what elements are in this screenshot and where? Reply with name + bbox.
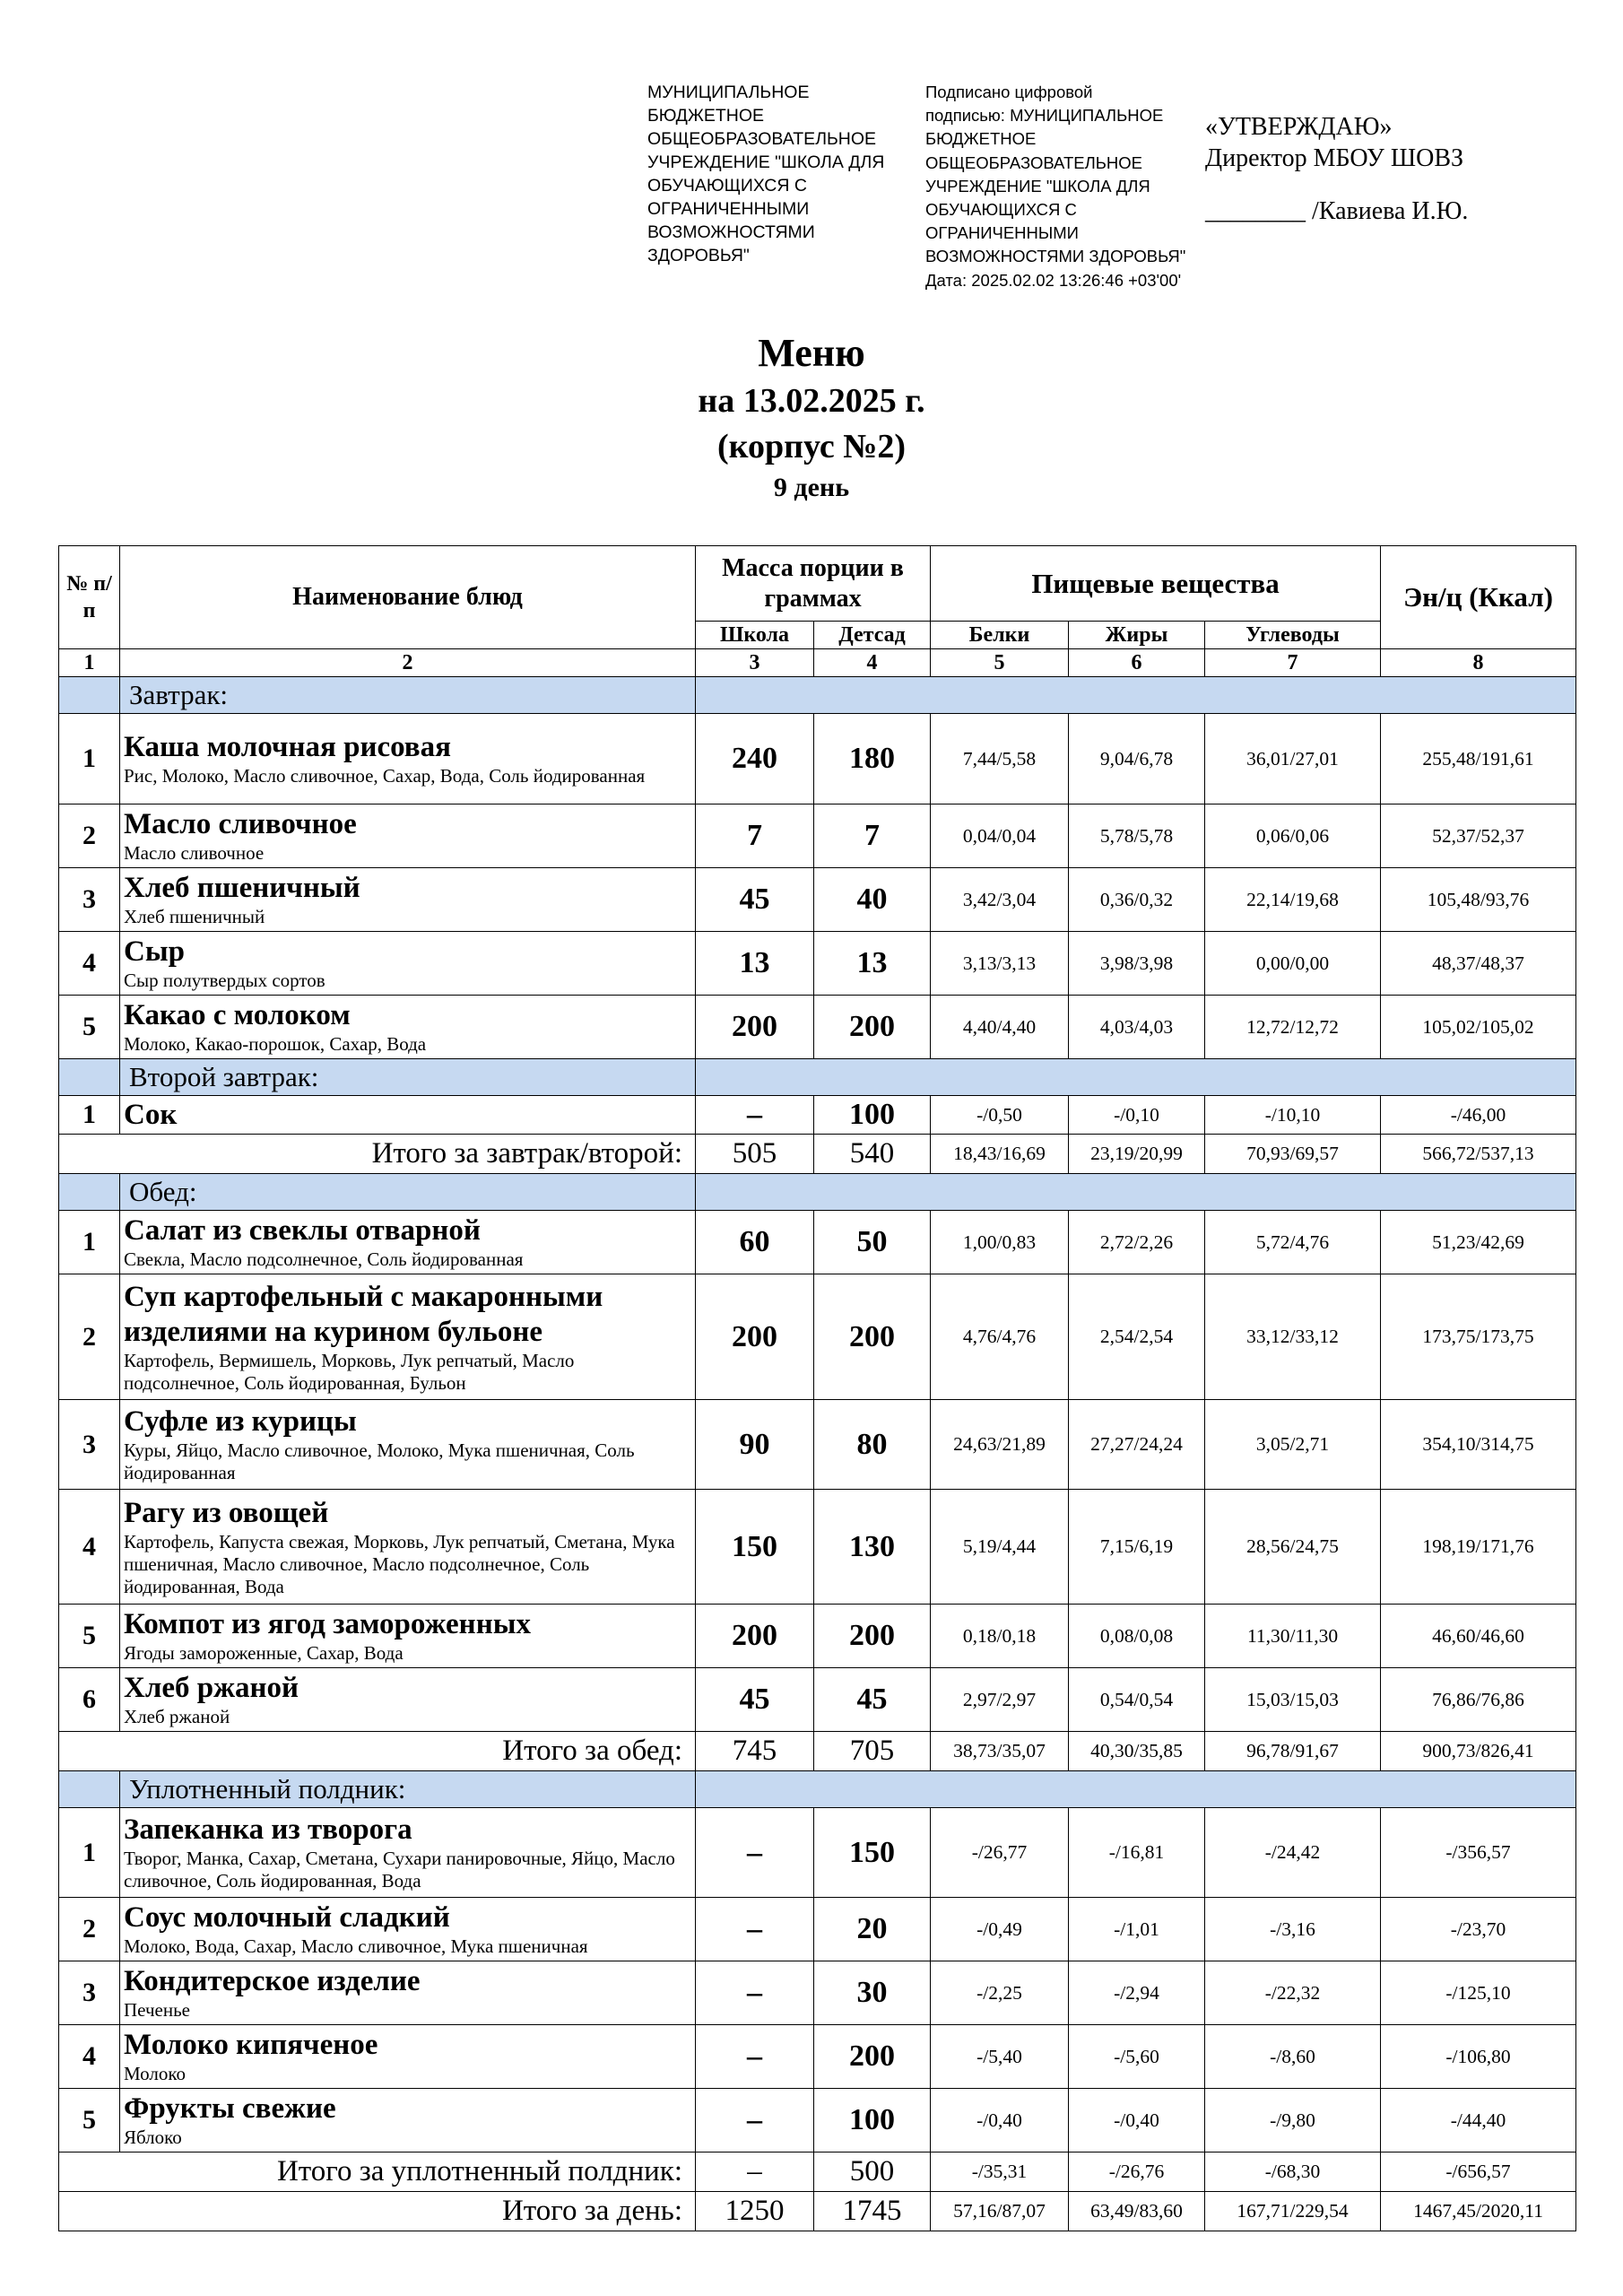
dish-name: Каша молочная рисовая <box>124 731 451 763</box>
mass-school: 200 <box>696 1605 814 1668</box>
dish-cell <box>120 1211 696 1274</box>
dish-name: Компот из ягод замороженных <box>124 1608 531 1640</box>
total-mass-school: – <box>696 2152 814 2192</box>
dish-cell <box>120 1961 696 2025</box>
fat-value: 7,15/6,19 <box>1069 1490 1205 1605</box>
day-label: 9 день <box>773 473 850 502</box>
signature-line: ОБУЧАЮЩИХСЯ С <box>925 200 1077 220</box>
carbs-value: 22,14/19,68 <box>1205 868 1381 932</box>
header-kindergarten: Детсад <box>814 622 931 649</box>
dish-cell <box>120 2025 696 2089</box>
dish-name: Рагу из овощей <box>124 1496 329 1529</box>
signature-line: подписью: МУНИЦИПАЛЬНОЕ <box>925 106 1164 126</box>
header-energy: Эн/ц (Ккал) <box>1381 546 1576 649</box>
dish-cell <box>120 804 696 868</box>
total-energy: 1467,45/2020,11 <box>1381 2192 1576 2231</box>
column-number: 2 <box>120 649 696 677</box>
fat-value: 0,54/0,54 <box>1069 1668 1205 1732</box>
total-carbs: 70,93/69,57 <box>1205 1135 1381 1174</box>
column-number: 1 <box>59 649 120 677</box>
total-protein: 38,73/35,07 <box>931 1732 1069 1771</box>
dish-ingredients: Яблоко <box>124 2126 182 2148</box>
section-title: Завтрак: <box>120 677 696 714</box>
energy-value: 48,37/48,37 <box>1381 932 1576 996</box>
header-protein: Белки <box>931 622 1069 649</box>
mass-kindergarten: 180 <box>814 714 931 804</box>
total-label: Итого за завтрак/второй: <box>59 1135 696 1174</box>
dish-ingredients: Ягоды замороженные, Сахар, Вода <box>124 1642 404 1664</box>
energy-value: 173,75/173,75 <box>1381 1274 1576 1400</box>
dish-cell <box>120 1274 696 1400</box>
mass-kindergarten: 100 <box>814 1096 931 1135</box>
mass-kindergarten: 20 <box>814 1898 931 1961</box>
dish-cell <box>120 932 696 996</box>
section-header <box>59 677 1576 714</box>
total-fat: 63,49/83,60 <box>1069 2192 1205 2231</box>
section-fill <box>696 1059 1576 1096</box>
dish-number: 3 <box>59 1961 120 2025</box>
column-number: 3 <box>696 649 814 677</box>
dish-number: 1 <box>59 1808 120 1898</box>
section-total-row <box>59 2152 1576 2192</box>
dish-cell <box>120 1605 696 1668</box>
mass-kindergarten: 45 <box>814 1668 931 1732</box>
director-title: Директор МБОУ ШОВЗ <box>1205 144 1464 172</box>
mass-school: – <box>696 1898 814 1961</box>
protein-value: -/0,50 <box>931 1096 1069 1135</box>
dish-row <box>59 1961 1576 2025</box>
carbs-value: 3,05/2,71 <box>1205 1400 1381 1490</box>
mass-school: – <box>696 2025 814 2089</box>
dish-row <box>59 1808 1576 1898</box>
mass-school: 60 <box>696 1211 814 1274</box>
carbs-value: 0,00/0,00 <box>1205 932 1381 996</box>
protein-value: 0,18/0,18 <box>931 1605 1069 1668</box>
carbs-value: 11,30/11,30 <box>1205 1605 1381 1668</box>
signer-line: ________ /Кавиева И.Ю. <box>1205 197 1469 225</box>
section-header <box>59 1174 1576 1211</box>
carbs-value: 36,01/27,01 <box>1205 714 1381 804</box>
protein-value: 0,04/0,04 <box>931 804 1069 868</box>
section-fill <box>696 1771 1576 1808</box>
carbs-value: -/10,10 <box>1205 1096 1381 1135</box>
dish-ingredients: Масло сливочное <box>124 842 265 864</box>
mass-school: – <box>696 1808 814 1898</box>
dish-row <box>59 2025 1576 2089</box>
section-title: Второй завтрак: <box>120 1059 696 1096</box>
carbs-value: -/24,42 <box>1205 1808 1381 1898</box>
dish-ingredients: Сыр полутвердых сортов <box>124 970 325 991</box>
dish-name: Запеканка из творога <box>124 1813 412 1846</box>
fat-value: -/1,01 <box>1069 1898 1205 1961</box>
mass-kindergarten: 50 <box>814 1211 931 1274</box>
fat-value: 4,03/4,03 <box>1069 996 1205 1059</box>
header-num: № п/ п <box>59 546 120 649</box>
dish-ingredients: Картофель, Вермишель, Морковь, Лук репчатый, Масло подсолнечное, Соль йодированная, Бульон <box>124 1349 575 1394</box>
mass-kindergarten: 200 <box>814 2025 931 2089</box>
signature-line: ОБЩЕОБРАЗОВАТЕЛЬНОЕ <box>925 152 1142 172</box>
dish-ingredients: Картофель, Капуста свежая, Морковь, Лук репчатый, Сметана, Мука пшеничная, Масло сливочное, Масло подсолнечное, Соль йодированная, Вода <box>124 1530 675 1597</box>
mass-school: 90 <box>696 1400 814 1490</box>
dish-cell <box>120 1898 696 1961</box>
mass-kindergarten: 200 <box>814 1605 931 1668</box>
energy-value: -/125,10 <box>1381 1961 1576 2025</box>
dish-name: Масло сливочное <box>124 808 357 840</box>
signature-date: Дата: 2025.02.02 13:26:46 +03'00' <box>925 270 1182 290</box>
column-number: 4 <box>814 649 931 677</box>
dish-row <box>59 1096 1576 1135</box>
protein-value: 5,19/4,44 <box>931 1490 1069 1605</box>
dish-cell <box>120 1096 696 1135</box>
section-fill <box>696 677 1576 714</box>
energy-value: 354,10/314,75 <box>1381 1400 1576 1490</box>
signature-line: ОГРАНИЧЕННЫМИ <box>925 223 1079 243</box>
dish-number: 3 <box>59 1400 120 1490</box>
section-num-cell <box>59 1771 120 1808</box>
section-header <box>59 1771 1576 1808</box>
carbs-value: -/22,32 <box>1205 1961 1381 2025</box>
dish-row <box>59 996 1576 1059</box>
energy-value: 46,60/46,60 <box>1381 1605 1576 1668</box>
carbs-value: 28,56/24,75 <box>1205 1490 1381 1605</box>
total-label: Итого за день: <box>59 2192 696 2231</box>
dish-number: 4 <box>59 1490 120 1605</box>
mass-school: – <box>696 1961 814 2025</box>
section-num-cell <box>59 677 120 714</box>
dish-row <box>59 2089 1576 2152</box>
protein-value: 4,76/4,76 <box>931 1274 1069 1400</box>
org-line: ЗДОРОВЬЯ" <box>647 246 750 265</box>
fat-value: -/5,60 <box>1069 2025 1205 2089</box>
total-mass-kindergarten: 500 <box>814 2152 931 2192</box>
energy-value: 105,02/105,02 <box>1381 996 1576 1059</box>
fat-value: -/16,81 <box>1069 1808 1205 1898</box>
mass-kindergarten: 100 <box>814 2089 931 2152</box>
header-carbs: Углеводы <box>1205 622 1381 649</box>
dish-name: Хлеб пшеничный <box>124 872 360 904</box>
signature-line: Подписано цифровой <box>925 83 1093 101</box>
org-line: ВОЗМОЖНОСТЯМИ <box>647 222 815 242</box>
approve-label: «УТВЕРЖДАЮ» <box>1205 113 1393 141</box>
dish-name: Сок <box>124 1098 178 1131</box>
total-fat: 23,19/20,99 <box>1069 1135 1205 1174</box>
mass-school: 200 <box>696 996 814 1059</box>
energy-value: 255,48/191,61 <box>1381 714 1576 804</box>
dish-ingredients: Молоко, Какао-порошок, Сахар, Вода <box>124 1033 427 1055</box>
mass-school: 200 <box>696 1274 814 1400</box>
column-number: 7 <box>1205 649 1381 677</box>
total-mass-school: 505 <box>696 1135 814 1174</box>
header-fat: Жиры <box>1069 622 1205 649</box>
dish-ingredients: Молоко, Вода, Сахар, Масло сливочное, Мука пшеничная <box>124 1935 588 1957</box>
total-carbs: 96,78/91,67 <box>1205 1732 1381 1771</box>
header-nutrients: Пищевые вещества <box>931 546 1381 622</box>
dish-name: Кондитерское изделие <box>124 1965 421 1997</box>
dish-row <box>59 1490 1576 1605</box>
protein-value: -/0,49 <box>931 1898 1069 1961</box>
total-protein: 57,16/87,07 <box>931 2192 1069 2231</box>
dish-ingredients: Куры, Яйцо, Масло сливочное, Молоко, Мука пшеничная, Соль йодированная <box>124 1439 635 1483</box>
header-school: Школа <box>696 622 814 649</box>
mass-kindergarten: 40 <box>814 868 931 932</box>
mass-kindergarten: 200 <box>814 996 931 1059</box>
carbs-value: -/8,60 <box>1205 2025 1381 2089</box>
dish-number: 2 <box>59 1274 120 1400</box>
total-carbs: 167,71/229,54 <box>1205 2192 1381 2231</box>
dish-ingredients: Печенье <box>124 1999 190 2021</box>
total-label: Итого за обед: <box>59 1732 696 1771</box>
total-mass-kindergarten: 540 <box>814 1135 931 1174</box>
dish-number: 2 <box>59 1898 120 1961</box>
org-line: ОБУЧАЮЩИХСЯ С <box>647 176 807 196</box>
org-line: ОБЩЕОБРАЗОВАТЕЛЬНОЕ <box>647 129 877 149</box>
dish-row <box>59 1668 1576 1732</box>
mass-kindergarten: 200 <box>814 1274 931 1400</box>
carbs-value: 0,06/0,06 <box>1205 804 1381 868</box>
total-label: Итого за уплотненный полдник: <box>59 2152 696 2192</box>
carbs-value: -/9,80 <box>1205 2089 1381 2152</box>
mass-school: 150 <box>696 1490 814 1605</box>
dish-cell <box>120 1400 696 1490</box>
fat-value: 9,04/6,78 <box>1069 714 1205 804</box>
energy-value: -/106,80 <box>1381 2025 1576 2089</box>
fat-value: 3,98/3,98 <box>1069 932 1205 996</box>
energy-value: 198,19/171,76 <box>1381 1490 1576 1605</box>
dish-number: 2 <box>59 804 120 868</box>
energy-value: 51,23/42,69 <box>1381 1211 1576 1274</box>
protein-value: -/5,40 <box>931 2025 1069 2089</box>
dish-row <box>59 1211 1576 1274</box>
energy-value: -/46,00 <box>1381 1096 1576 1135</box>
mass-kindergarten: 80 <box>814 1400 931 1490</box>
fat-value: 2,54/2,54 <box>1069 1274 1205 1400</box>
fat-value: 5,78/5,78 <box>1069 804 1205 868</box>
dish-number: 4 <box>59 2025 120 2089</box>
total-mass-kindergarten: 705 <box>814 1732 931 1771</box>
mass-kindergarten: 7 <box>814 804 931 868</box>
dish-ingredients: Творог, Манка, Сахар, Сметана, Сухари панировочные, Яйцо, Масло сливочное, Соль йодированная, Вода <box>124 1848 675 1892</box>
dish-ingredients: Хлеб ржаной <box>124 1706 230 1727</box>
fat-value: -/0,10 <box>1069 1096 1205 1135</box>
dish-number: 1 <box>59 1211 120 1274</box>
energy-value: -/23,70 <box>1381 1898 1576 1961</box>
carbs-value: 5,72/4,76 <box>1205 1211 1381 1274</box>
protein-value: 3,13/3,13 <box>931 932 1069 996</box>
dish-name: Соус молочный сладкий <box>124 1901 450 1934</box>
mass-school: 240 <box>696 714 814 804</box>
section-title: Уплотненный полдник: <box>120 1771 696 1808</box>
header-mass: Масса порции в граммах <box>696 546 931 622</box>
dish-number: 5 <box>59 2089 120 2152</box>
total-protein: 18,43/16,69 <box>931 1135 1069 1174</box>
mass-school: 45 <box>696 1668 814 1732</box>
total-mass-kindergarten: 1745 <box>814 2192 931 2231</box>
protein-value: 24,63/21,89 <box>931 1400 1069 1490</box>
protein-value: -/0,40 <box>931 2089 1069 2152</box>
section-num-cell <box>59 1059 120 1096</box>
total-energy: 900,73/826,41 <box>1381 1732 1576 1771</box>
mass-school: – <box>696 2089 814 2152</box>
mass-school: 7 <box>696 804 814 868</box>
fat-value: 0,36/0,32 <box>1069 868 1205 932</box>
energy-value: -/356,57 <box>1381 1808 1576 1898</box>
mass-kindergarten: 130 <box>814 1490 931 1605</box>
dish-name: Хлеб ржаной <box>124 1672 299 1704</box>
dish-name: Салат из свеклы отварной <box>124 1214 481 1247</box>
carbs-value: 33,12/33,12 <box>1205 1274 1381 1400</box>
mass-school: – <box>696 1096 814 1135</box>
total-mass-school: 745 <box>696 1732 814 1771</box>
protein-value: -/2,25 <box>931 1961 1069 2025</box>
dish-row <box>59 868 1576 932</box>
carbs-value: 15,03/15,03 <box>1205 1668 1381 1732</box>
column-number: 6 <box>1069 649 1205 677</box>
org-line: ОГРАНИЧЕННЫМИ <box>647 199 810 219</box>
dish-row <box>59 1274 1576 1400</box>
dish-number: 3 <box>59 868 120 932</box>
signature-line: УЧРЕЖДЕНИЕ "ШКОЛА ДЛЯ <box>925 176 1150 196</box>
protein-value: -/26,77 <box>931 1808 1069 1898</box>
dish-number: 4 <box>59 932 120 996</box>
protein-value: 7,44/5,58 <box>931 714 1069 804</box>
total-energy: 566,72/537,13 <box>1381 1135 1576 1174</box>
dish-cell <box>120 996 696 1059</box>
carbs-value: 12,72/12,72 <box>1205 996 1381 1059</box>
column-number: 5 <box>931 649 1069 677</box>
building-label: (корпус №2) <box>716 428 907 465</box>
energy-value: -/44,40 <box>1381 2089 1576 2152</box>
dish-name: Суп картофельный с макаронными изделиями на курином бульоне <box>124 1280 603 1348</box>
day-total-row <box>59 2192 1576 2231</box>
dish-ingredients: Молоко <box>124 2063 186 2084</box>
organization-block <box>647 81 907 267</box>
dish-name: Молоко кипяченое <box>124 2029 378 2061</box>
fat-value: 0,08/0,08 <box>1069 1605 1205 1668</box>
org-line: МУНИЦИПАЛЬНОЕ <box>647 83 810 102</box>
total-carbs: -/68,30 <box>1205 2152 1381 2192</box>
fat-value: -/0,40 <box>1069 2089 1205 2152</box>
mass-school: 45 <box>696 868 814 932</box>
dish-number: 1 <box>59 1096 120 1135</box>
protein-value: 4,40/4,40 <box>931 996 1069 1059</box>
dish-ingredients: Свекла, Масло подсолнечное, Соль йодированная <box>124 1248 524 1270</box>
dish-name: Сыр <box>124 935 185 968</box>
header-dish-name: Наименование блюд <box>120 546 696 649</box>
fat-value: -/2,94 <box>1069 1961 1205 2025</box>
energy-value: 76,86/76,86 <box>1381 1668 1576 1732</box>
dish-ingredients: Хлеб пшеничный <box>124 906 265 927</box>
carbs-value: -/3,16 <box>1205 1898 1381 1961</box>
section-total-row <box>59 1135 1576 1174</box>
section-title: Обед: <box>120 1174 696 1211</box>
total-fat: 40,30/35,85 <box>1069 1732 1205 1771</box>
protein-value: 2,97/2,97 <box>931 1668 1069 1732</box>
org-line: УЧРЕЖДЕНИЕ "ШКОЛА ДЛЯ <box>647 152 885 172</box>
approval-block <box>1205 111 1468 227</box>
total-energy: -/656,57 <box>1381 2152 1576 2192</box>
digital-signature-block <box>925 81 1212 292</box>
section-fill <box>696 1174 1576 1211</box>
dish-row <box>59 804 1576 868</box>
dish-cell <box>120 1808 696 1898</box>
dish-number: 1 <box>59 714 120 804</box>
dish-cell <box>120 1668 696 1732</box>
dish-row <box>59 714 1576 804</box>
dish-row <box>59 1400 1576 1490</box>
dish-ingredients: Рис, Молоко, Масло сливочное, Сахар, Вода, Соль йодированная <box>124 765 646 787</box>
dish-cell <box>120 868 696 932</box>
signature-line: БЮДЖЕТНОЕ <box>925 129 1037 149</box>
protein-value: 3,42/3,04 <box>931 868 1069 932</box>
total-fat: -/26,76 <box>1069 2152 1205 2192</box>
dish-name: Суфле из курицы <box>124 1405 357 1438</box>
menu-date: на 13.02.2025 г. <box>698 382 925 420</box>
fat-value: 2,72/2,26 <box>1069 1211 1205 1274</box>
protein-value: 1,00/0,83 <box>931 1211 1069 1274</box>
section-total-row <box>59 1732 1576 1771</box>
energy-value: 105,48/93,76 <box>1381 868 1576 932</box>
mass-kindergarten: 30 <box>814 1961 931 2025</box>
mass-kindergarten: 13 <box>814 932 931 996</box>
dish-number: 5 <box>59 1605 120 1668</box>
dish-row <box>59 1605 1576 1668</box>
total-mass-school: 1250 <box>696 2192 814 2231</box>
section-num-cell <box>59 1174 120 1211</box>
page-title: Меню <box>758 331 865 375</box>
section-header <box>59 1059 1576 1096</box>
mass-kindergarten: 150 <box>814 1808 931 1898</box>
total-protein: -/35,31 <box>931 2152 1069 2192</box>
org-line: БЮДЖЕТНОЕ <box>647 106 765 126</box>
dish-name: Какао с молоком <box>124 999 351 1031</box>
dish-name: Фрукты свежие <box>124 2092 336 2125</box>
dish-cell <box>120 714 696 804</box>
column-number: 8 <box>1381 649 1576 677</box>
menu-table <box>58 545 1576 2231</box>
signature-line: ВОЗМОЖНОСТЯМИ ЗДОРОВЬЯ" <box>925 247 1186 266</box>
mass-school: 13 <box>696 932 814 996</box>
dish-number: 5 <box>59 996 120 1059</box>
dish-row <box>59 1898 1576 1961</box>
dish-number: 6 <box>59 1668 120 1732</box>
dish-cell <box>120 1490 696 1605</box>
dish-cell <box>120 2089 696 2152</box>
fat-value: 27,27/24,24 <box>1069 1400 1205 1490</box>
dish-row <box>59 932 1576 996</box>
energy-value: 52,37/52,37 <box>1381 804 1576 868</box>
